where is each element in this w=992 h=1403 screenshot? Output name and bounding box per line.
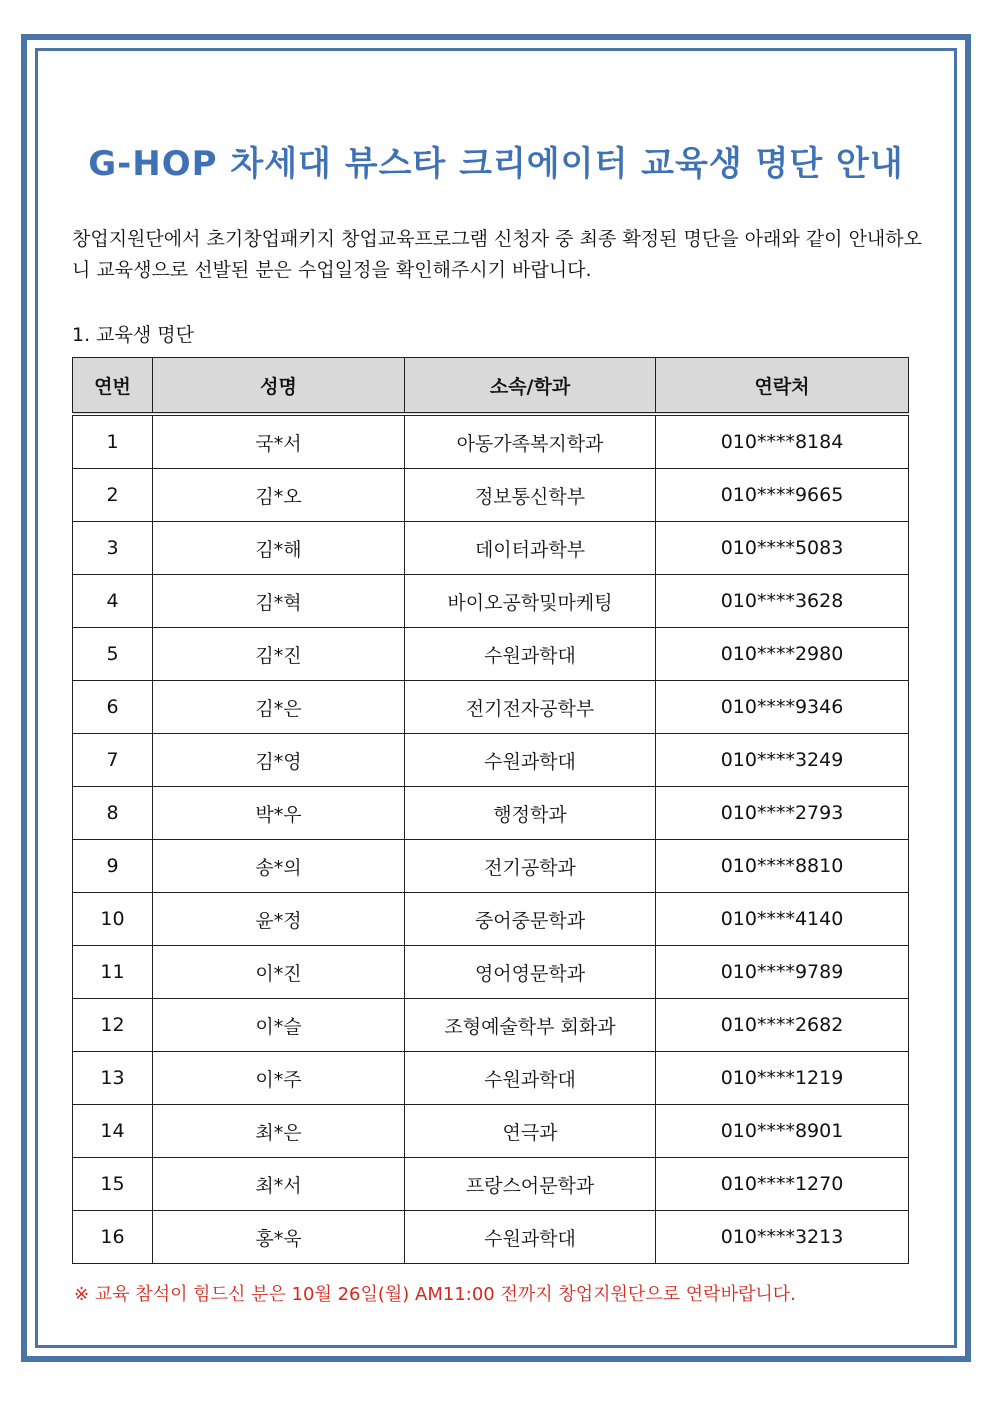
table-row bbox=[73, 575, 909, 628]
cell-department: 수원과학대 bbox=[405, 628, 656, 681]
cell-name: 최*은 bbox=[153, 1105, 405, 1158]
table-row bbox=[73, 522, 909, 575]
cell-number: 5 bbox=[73, 628, 153, 681]
cell-phone: 010****8901 bbox=[656, 1105, 909, 1158]
cell-number: 7 bbox=[73, 734, 153, 787]
cell-department: 정보통신학부 bbox=[405, 469, 656, 522]
cell-department: 프랑스어문학과 bbox=[405, 1158, 656, 1211]
cell-department: 아동가족복지학과 bbox=[405, 414, 656, 469]
cell-phone: 010****3628 bbox=[656, 575, 909, 628]
cell-number: 9 bbox=[73, 840, 153, 893]
table-header-row bbox=[73, 358, 909, 415]
cell-phone: 010****1270 bbox=[656, 1158, 909, 1211]
cell-number: 8 bbox=[73, 787, 153, 840]
table-row bbox=[73, 1105, 909, 1158]
cell-phone: 010****4140 bbox=[656, 893, 909, 946]
cell-number: 15 bbox=[73, 1158, 153, 1211]
table-row bbox=[73, 840, 909, 893]
cell-name: 송*의 bbox=[153, 840, 405, 893]
cell-name: 김*오 bbox=[153, 469, 405, 522]
cell-name: 김*영 bbox=[153, 734, 405, 787]
cell-name: 김*혁 bbox=[153, 575, 405, 628]
cell-number: 14 bbox=[73, 1105, 153, 1158]
header-phone: 연락처 bbox=[656, 358, 909, 415]
table-row bbox=[73, 1158, 909, 1211]
cell-department: 수원과학대 bbox=[405, 1052, 656, 1105]
table-row bbox=[73, 1052, 909, 1105]
cell-name: 김*진 bbox=[153, 628, 405, 681]
header-name: 성명 bbox=[153, 358, 405, 415]
cell-department: 전기전자공학부 bbox=[405, 681, 656, 734]
cell-phone: 010****1219 bbox=[656, 1052, 909, 1105]
cell-number: 10 bbox=[73, 893, 153, 946]
attendance-notice: ※ 교육 참석이 힘드신 분은 10월 26일(월) AM11:00 전까지 창업지원단으로 연락바랍니다. bbox=[74, 1284, 796, 1305]
cell-department: 연극과 bbox=[405, 1105, 656, 1158]
cell-number: 12 bbox=[73, 999, 153, 1052]
section-heading: 1. 교육생 명단 bbox=[72, 324, 194, 346]
cell-number: 3 bbox=[73, 522, 153, 575]
table-row bbox=[73, 628, 909, 681]
cell-name: 박*우 bbox=[153, 787, 405, 840]
cell-name: 국*서 bbox=[153, 414, 405, 469]
cell-number: 4 bbox=[73, 575, 153, 628]
document-title: G-HOP 차세대 뷰스타 크리에이터 교육생 명단 안내 bbox=[88, 144, 904, 184]
cell-department: 전기공학과 bbox=[405, 840, 656, 893]
cell-number: 13 bbox=[73, 1052, 153, 1105]
table-row bbox=[73, 999, 909, 1052]
cell-department: 수원과학대 bbox=[405, 734, 656, 787]
cell-name: 이*주 bbox=[153, 1052, 405, 1105]
table-row bbox=[73, 787, 909, 840]
cell-phone: 010****3249 bbox=[656, 734, 909, 787]
cell-phone: 010****2682 bbox=[656, 999, 909, 1052]
table-body bbox=[73, 414, 909, 1264]
cell-department: 수원과학대 bbox=[405, 1211, 656, 1264]
table-row bbox=[73, 734, 909, 787]
table-row bbox=[73, 893, 909, 946]
cell-department: 중어중문학과 bbox=[405, 893, 656, 946]
cell-name: 이*진 bbox=[153, 946, 405, 999]
cell-phone: 010****2980 bbox=[656, 628, 909, 681]
cell-name: 홍*욱 bbox=[153, 1211, 405, 1264]
cell-phone: 010****8184 bbox=[656, 414, 909, 469]
table-row bbox=[73, 1211, 909, 1264]
cell-department: 데이터과학부 bbox=[405, 522, 656, 575]
cell-name: 이*슬 bbox=[153, 999, 405, 1052]
cell-number: 1 bbox=[73, 414, 153, 469]
cell-name: 윤*정 bbox=[153, 893, 405, 946]
header-dept: 소속/학과 bbox=[405, 358, 656, 415]
table-row bbox=[73, 414, 909, 469]
table-row bbox=[73, 469, 909, 522]
cell-phone: 010****8810 bbox=[656, 840, 909, 893]
cell-name: 김*해 bbox=[153, 522, 405, 575]
cell-phone: 010****9789 bbox=[656, 946, 909, 999]
cell-number: 2 bbox=[73, 469, 153, 522]
cell-name: 최*서 bbox=[153, 1158, 405, 1211]
cell-phone: 010****9346 bbox=[656, 681, 909, 734]
cell-department: 행정학과 bbox=[405, 787, 656, 840]
cell-number: 11 bbox=[73, 946, 153, 999]
cell-phone: 010****5083 bbox=[656, 522, 909, 575]
table-row bbox=[73, 946, 909, 999]
cell-name: 김*은 bbox=[153, 681, 405, 734]
cell-number: 16 bbox=[73, 1211, 153, 1264]
cell-department: 영어영문학과 bbox=[405, 946, 656, 999]
cell-department: 바이오공학및마케팅 bbox=[405, 575, 656, 628]
cell-phone: 010****3213 bbox=[656, 1211, 909, 1264]
student-roster-table bbox=[72, 357, 909, 1264]
header-no: 연번 bbox=[73, 358, 153, 415]
intro-paragraph: 창업지원단에서 초기창업패키지 창업교육프로그램 신청자 중 최종 확정된 명단을 아래와 같이 안내하오니 교육생으로 선발된 분은 수업일정을 확인해주시기 바랍니다. bbox=[72, 228, 922, 281]
cell-phone: 010****2793 bbox=[656, 787, 909, 840]
cell-department: 조형예술학부 회화과 bbox=[405, 999, 656, 1052]
table-row bbox=[73, 681, 909, 734]
cell-number: 6 bbox=[73, 681, 153, 734]
cell-phone: 010****9665 bbox=[656, 469, 909, 522]
